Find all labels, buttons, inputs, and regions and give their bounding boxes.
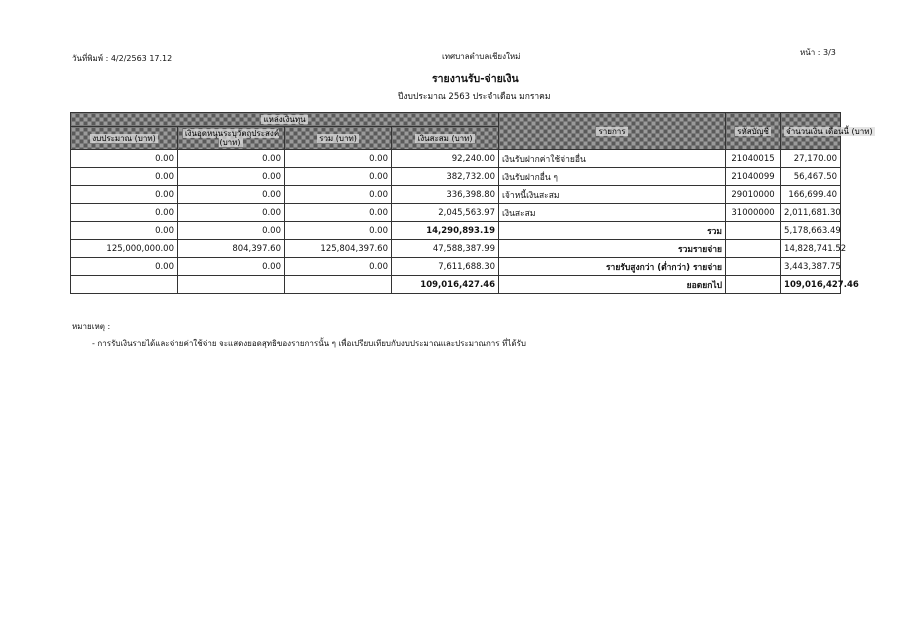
print-date-label: วันที่พิมพ์ : [72,54,109,63]
cell-item: เงินรับฝากค่าใช้จ่ายอื่น [499,150,726,168]
cell-summary-label: รายรับสูงกว่า (ต่ำกว่า) รายจ่าย [499,258,726,276]
cell-cash: 336,398.80 [392,186,499,204]
cell-cash: 14,290,893.19 [392,222,499,240]
cell-cash: 2,045,563.97 [392,204,499,222]
cell-budget [71,276,178,294]
table-row [71,150,841,168]
print-date-value: 4/2/2563 17.12 [110,54,173,63]
column-header-reserve: เงินอุดหนุนระบุวัตถุประสงค์ (บาท) [178,127,285,150]
report-title: รายงานรับ-จ่ายเงิน [432,73,519,85]
cell-account: 29010000 [726,186,781,204]
notes-item: - การรับเงินรายได้และจ่ายค่าใช้จ่าย จะแสดงยอดสุทธิของรายการนั้น ๆ เพื่อเปรียบเทียบกับงบประมาณและประมาณการ ที่ได้รับ [92,339,526,348]
cell-item: เงินรับฝากอื่น ๆ [499,168,726,186]
notes-title: หมายเหตุ : [72,322,111,331]
column-header-item: รายการ [499,113,726,150]
cell-amount: 3,443,387.75 [781,258,841,276]
cell-total: 0.00 [285,150,392,168]
header-row-group [71,113,841,127]
cell-cash: 109,016,427.46 [392,276,499,294]
table-row [71,204,841,222]
cell-item: เจ้าหนี้เงินสะสม [499,186,726,204]
cell-reserve: 804,397.60 [178,240,285,258]
cell-amount: 109,016,427.46 [781,276,841,294]
cell-cash: 92,240.00 [392,150,499,168]
column-header-cash: เงินสะสม (บาท) [392,127,499,150]
cell-total: 0.00 [285,258,392,276]
summary-row-carry-forward [71,276,841,294]
cell-amount: 2,011,681.30 [781,204,841,222]
cell-reserve: 0.00 [178,222,285,240]
cell-total: 0.00 [285,168,392,186]
cell-account: 31000000 [726,204,781,222]
cell-account: 21040015 [726,150,781,168]
organization-name: เทศบาลตำบลเชียงใหม่ [442,52,521,61]
funding-source-group-header: แหล่งเงินทุน [71,113,499,127]
cell-budget: 0.00 [71,186,178,204]
cell-budget: 0.00 [71,222,178,240]
cell-account: 21040099 [726,168,781,186]
cell-cash: 47,588,387.99 [392,240,499,258]
cell-reserve: 0.00 [178,258,285,276]
cell-budget: 0.00 [71,168,178,186]
cell-reserve: 0.00 [178,204,285,222]
receipt-payment-table [70,112,873,294]
print-date [72,52,172,65]
summary-row-surplus [71,258,841,276]
cell-reserve: 0.00 [178,150,285,168]
cell-total: 0.00 [285,204,392,222]
cell-summary-label: รวม [499,222,726,240]
cell-reserve: 0.00 [178,168,285,186]
cell-amount: 56,467.50 [781,168,841,186]
summary-row-total [71,222,841,240]
cell-budget: 125,000,000.00 [71,240,178,258]
report-subtitle: ปีงบประมาณ 2563 ประจำเดือน มกราคม [398,92,551,102]
cell-budget: 0.00 [71,150,178,168]
column-header-account: รหัสบัญชี [726,113,781,150]
cell-reserve [178,276,285,294]
column-header-total: รวม (บาท) [285,127,392,150]
cell-amount: 27,170.00 [781,150,841,168]
cell-budget: 0.00 [71,258,178,276]
column-header-amount: จำนวนเงิน เดือนนี้ (บาท) [781,113,841,150]
cell-cash: 7,611,688.30 [392,258,499,276]
cell-account-empty [726,222,781,240]
cell-summary-label: ยอดยกไป [499,276,726,294]
table-row [71,186,841,204]
cell-total: 125,804,397.60 [285,240,392,258]
page-number: หน้า : 3/3 [800,48,836,57]
column-header-budget: งบประมาณ (บาท) [71,127,178,150]
cell-amount: 5,178,663.49 [781,222,841,240]
summary-row-expenditure [71,240,841,258]
cell-budget: 0.00 [71,204,178,222]
cell-total: 0.00 [285,186,392,204]
cell-account-empty [726,240,781,258]
cell-summary-label: รวมรายจ่าย [499,240,726,258]
table-row [71,168,841,186]
cell-account-empty [726,258,781,276]
cell-total: 0.00 [285,222,392,240]
cell-reserve: 0.00 [178,186,285,204]
cell-amount: 166,699.40 [781,186,841,204]
cell-total [285,276,392,294]
cell-amount: 14,828,741.52 [781,240,841,258]
cell-item: เงินสะสม [499,204,726,222]
cell-account-empty [726,276,781,294]
cell-cash: 382,732.00 [392,168,499,186]
